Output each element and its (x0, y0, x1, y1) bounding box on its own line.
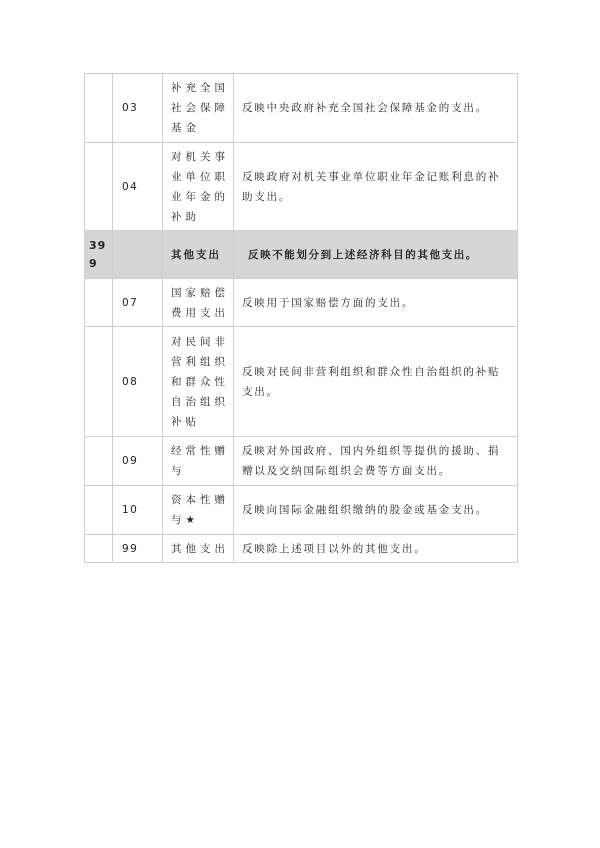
category-code-cell (85, 279, 113, 327)
table-row (85, 74, 518, 143)
item-code-cell (113, 231, 163, 279)
item-code-cell: 03 (113, 74, 163, 143)
category-code-cell (85, 74, 113, 143)
category-code-cell (85, 437, 113, 486)
category-code-cell (85, 486, 113, 535)
item-description-cell: 反映政府对机关事业单位职业年金记账利息的补助支出。 (234, 143, 518, 231)
table-row (85, 535, 518, 563)
item-description-cell: 反映中央政府补充全国社会保障基金的支出。 (234, 74, 518, 143)
category-code-cell (85, 143, 113, 231)
item-name-cell: 其他支出 (163, 535, 234, 563)
item-code-cell: 09 (113, 437, 163, 486)
table-row (85, 279, 518, 327)
item-description-cell: 反映向国际金融组织缴纳的股金或基金支出。 (234, 486, 518, 535)
table-row (85, 143, 518, 231)
category-code-cell: 399 (85, 231, 113, 279)
item-name-cell: 对民间非营利组织和群众性自治组织补贴 (163, 327, 234, 437)
item-description-cell: 反映除上述项目以外的其他支出。 (234, 535, 518, 563)
item-description-cell: 反映对民间非营利组织和群众性自治组织的补贴支出。 (234, 327, 518, 437)
item-name-cell: 资本性赠与★ (163, 486, 234, 535)
item-name-cell: 对机关事业单位职业年金的补助 (163, 143, 234, 231)
item-code-cell: 07 (113, 279, 163, 327)
item-description-cell: 反映对外国政府、国内外组织等提供的援助、捐赠以及交纳国际组织会费等方面支出。 (234, 437, 518, 486)
item-name-cell: 国家赔偿费用支出 (163, 279, 234, 327)
item-code-cell: 08 (113, 327, 163, 437)
item-name-cell: 其他支出 (163, 231, 234, 279)
item-code-cell: 04 (113, 143, 163, 231)
category-code-cell (85, 535, 113, 563)
item-code-cell: 10 (113, 486, 163, 535)
item-name-cell: 补充全国社会保障基金 (163, 74, 234, 143)
table-row (85, 437, 518, 486)
item-code-cell: 99 (113, 535, 163, 563)
item-description-cell: 反映用于国家赔偿方面的支出。 (234, 279, 518, 327)
table-row (85, 486, 518, 535)
item-name-cell: 经常性赠与 (163, 437, 234, 486)
category-code-cell (85, 327, 113, 437)
expenditure-classification-table (84, 73, 518, 563)
item-description-cell: 反映不能划分到上述经济科目的其他支出。 (234, 231, 518, 279)
table-row-summary (85, 231, 518, 279)
table-row (85, 327, 518, 437)
